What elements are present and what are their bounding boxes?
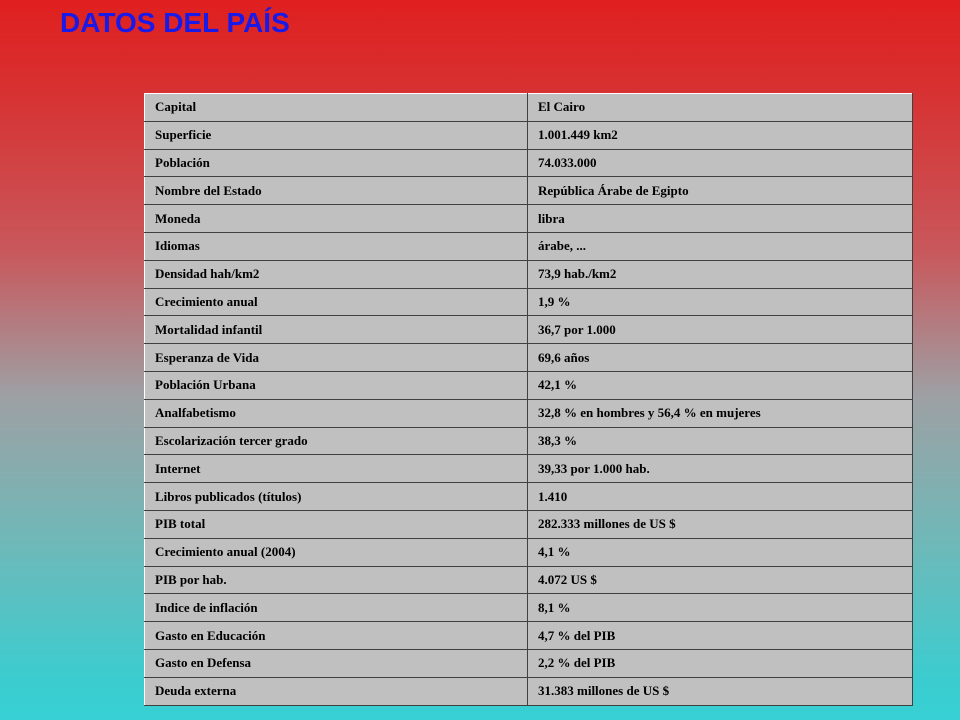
row-value: 38,3 % — [528, 427, 913, 455]
row-label: PIB por hab. — [145, 566, 528, 594]
row-value: 4,7 % del PIB — [528, 622, 913, 650]
row-value: 1.001.449 km2 — [528, 121, 913, 149]
row-label: Capital — [145, 94, 528, 122]
row-label: Moneda — [145, 205, 528, 233]
row-value: El Cairo — [528, 94, 913, 122]
row-value: 282.333 millones de US $ — [528, 510, 913, 538]
row-value: libra — [528, 205, 913, 233]
row-label: Gasto en Educación — [145, 622, 528, 650]
row-value: 36,7 por 1.000 — [528, 316, 913, 344]
row-label: Población — [145, 149, 528, 177]
table-row — [145, 677, 913, 705]
row-value: 4.072 US $ — [528, 566, 913, 594]
row-label: Crecimiento anual — [145, 288, 528, 316]
table-row — [145, 149, 913, 177]
row-label: Gasto en Defensa — [145, 649, 528, 677]
row-label: Deuda externa — [145, 677, 528, 705]
row-label: Densidad hah/km2 — [145, 260, 528, 288]
table-body — [145, 94, 913, 706]
table-row — [145, 594, 913, 622]
row-label: Indice de inflación — [145, 594, 528, 622]
table-row — [145, 316, 913, 344]
row-label: Mortalidad infantil — [145, 316, 528, 344]
table-row — [145, 260, 913, 288]
page-title: DATOS DEL PAÍS — [60, 7, 290, 38]
row-label: Analfabetismo — [145, 399, 528, 427]
row-value: 69,6 años — [528, 344, 913, 372]
row-value: 74.033.000 — [528, 149, 913, 177]
row-value: República Árabe de Egipto — [528, 177, 913, 205]
row-value: 31.383 millones de US $ — [528, 677, 913, 705]
row-label: Población Urbana — [145, 371, 528, 399]
row-label: PIB total — [145, 510, 528, 538]
row-value: 32,8 % en hombres y 56,4 % en mujeres — [528, 399, 913, 427]
row-label: Crecimiento anual (2004) — [145, 538, 528, 566]
row-value: 4,1 % — [528, 538, 913, 566]
table-row — [145, 205, 913, 233]
table-row — [145, 288, 913, 316]
row-label: Idiomas — [145, 232, 528, 260]
table-row — [145, 427, 913, 455]
table-row — [145, 510, 913, 538]
row-value: 1.410 — [528, 483, 913, 511]
table-row — [145, 399, 913, 427]
table-row — [145, 622, 913, 650]
table-row — [145, 649, 913, 677]
table-row — [145, 232, 913, 260]
country-data-table — [144, 93, 913, 706]
table-row — [145, 566, 913, 594]
row-value: 2,2 % del PIB — [528, 649, 913, 677]
row-value: 73,9 hab./km2 — [528, 260, 913, 288]
row-value: 39,33 por 1.000 hab. — [528, 455, 913, 483]
table-row — [145, 455, 913, 483]
row-label: Escolarización tercer grado — [145, 427, 528, 455]
table-row — [145, 344, 913, 372]
row-value: 1,9 % — [528, 288, 913, 316]
row-label: Internet — [145, 455, 528, 483]
row-value: 42,1 % — [528, 371, 913, 399]
row-value: 8,1 % — [528, 594, 913, 622]
row-value: árabe, ... — [528, 232, 913, 260]
table-row — [145, 371, 913, 399]
row-label: Libros publicados (títulos) — [145, 483, 528, 511]
row-label: Superficie — [145, 121, 528, 149]
table-row — [145, 177, 913, 205]
table-row — [145, 538, 913, 566]
table-row — [145, 483, 913, 511]
table-row — [145, 121, 913, 149]
table-row — [145, 94, 913, 122]
row-label: Esperanza de Vida — [145, 344, 528, 372]
row-label: Nombre del Estado — [145, 177, 528, 205]
